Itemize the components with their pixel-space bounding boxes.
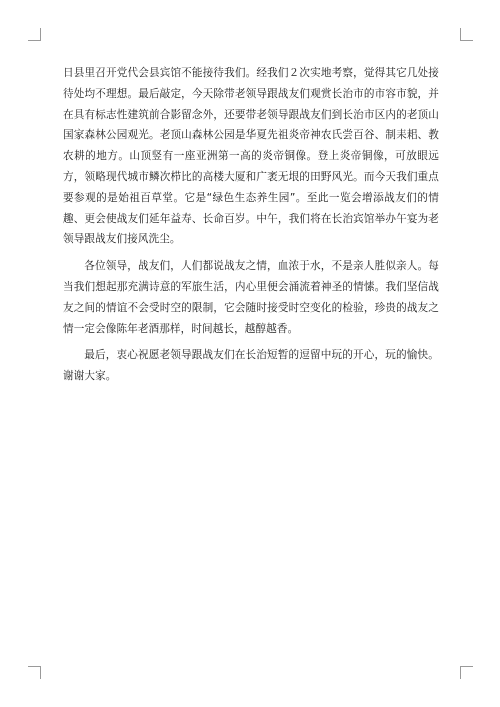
crop-mark-bottom-left — [28, 666, 41, 679]
document-body — [63, 63, 439, 393]
crop-mark-top-right — [460, 28, 473, 41]
paragraph-friendship: 各位领导，战友们，人们都说战友之情，血浓于水，不是亲人胜似亲人。每当我们想起那充满诗意的军旅生活，内心里便会涌流着神圣的情愫。我们坚信战友之间的情谊不会受时空的限制，它会随时接受时空变化的检验，珍贵的战友之情一定会像陈年老酒那样，时间越长，越醇越香。 — [63, 260, 439, 335]
crop-mark-bottom-right — [460, 666, 473, 679]
crop-mark-top-left — [28, 28, 41, 41]
paragraph-closing: 最后，衷心祝愿老领导跟战友们在长治短暂的逗留中玩的开心，玩的愉快。谢谢大家。 — [63, 349, 439, 383]
paragraph-continuation: 日县里召开党代会县宾馆不能接待我们。经我们２次实地考察，觉得其它几处接待处均不理想。最后敲定，今天除带老领导跟战友们观赏长治市的市容市貌，并在具有标志性建筑前合影留念外，还要带老领导跟战友们到长治市区内的老顶山国家森林公园观光。老顶山森林公园是华夏先祖炎帝神农氏尝百谷、制耒耜、教农耕的地方。山顶竖有一座亚洲第一高的炎帝铜像。登上炎帝铜像，可放眼远方，领略现代城市鳞次栉比的高楼大厦和广袤无垠的田野风光。而今天我们重点要参观的是始祖百草堂。它是“绿色生态养生园”。至此一览会增添战友们的情趣、更会使战友们延年益寿、长命百岁。中午，我们将在长治宾馆举办午宴为老领导跟战友们接风洗尘。 — [63, 67, 439, 246]
